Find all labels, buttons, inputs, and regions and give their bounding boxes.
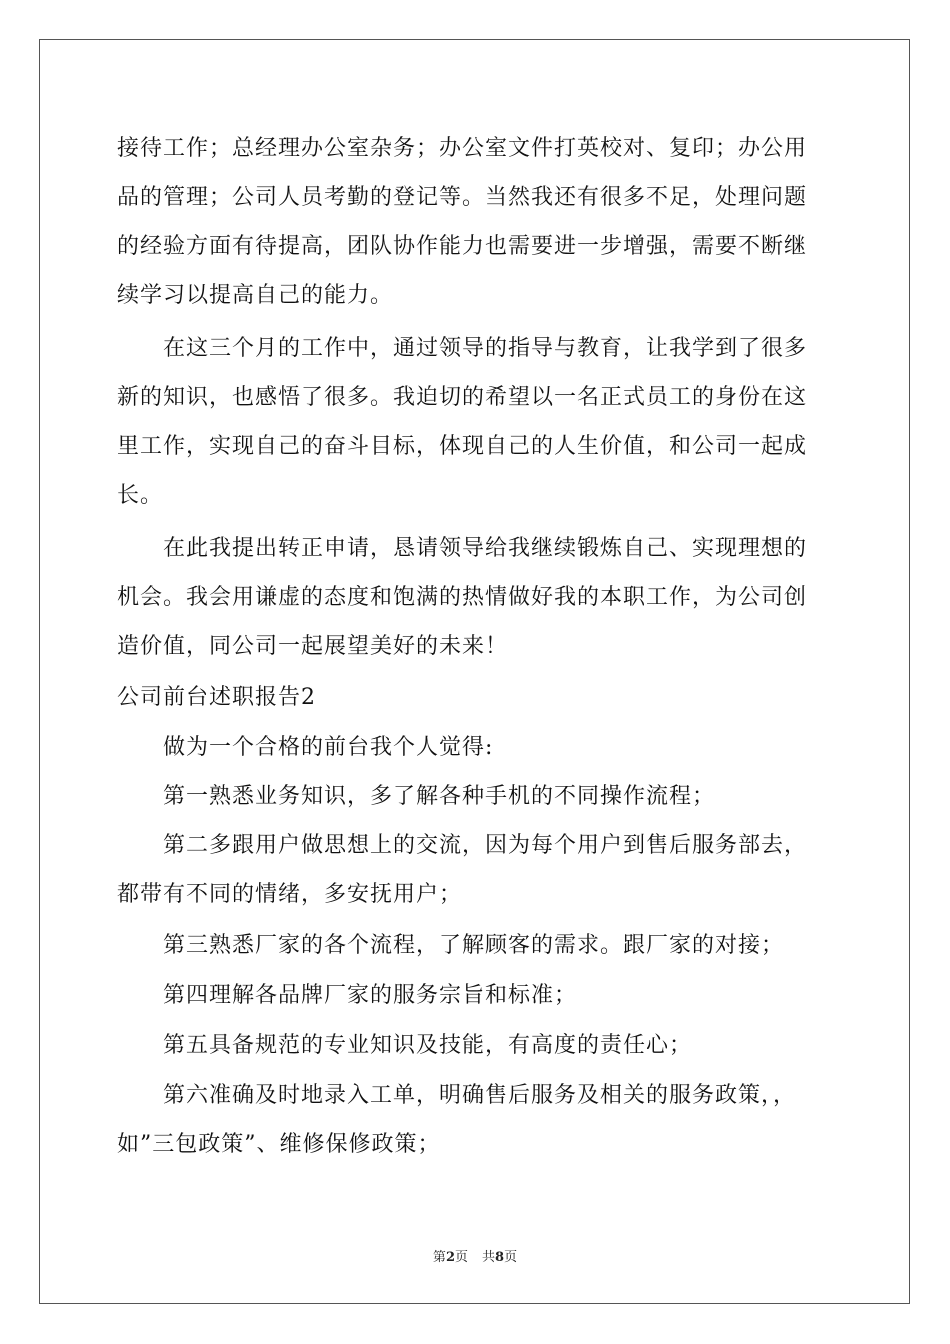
list-item-6-line-1: 第六准确及时地录入工单，明确售后服务及相关的服务政策，， (163, 1083, 797, 1108)
total-suffix: 页 (504, 1250, 518, 1265)
list-intro: 做为一个合格的前台我个人觉得: (163, 735, 494, 760)
page-suffix: 页 (454, 1250, 468, 1265)
paragraph-1-line-4: 续学习以提高自己的能力。 (117, 283, 394, 308)
paragraph-2-line-3: 里工作，实现自己的奋斗目标，体现自己的人生价值，和公司一起成 (117, 434, 808, 459)
page-border (39, 39, 910, 1304)
page-current: 2 (445, 1250, 455, 1265)
paragraph-2-line-4: 长。 (117, 483, 164, 508)
page-footer (0, 1250, 950, 1266)
list-item-4: 第四理解各品牌厂家的服务宗旨和标准； (163, 983, 578, 1008)
paragraph-1-line-1: 接待工作；总经理办公室杂务；办公室文件打英校对、复印；办公用 (117, 136, 808, 161)
list-item-2-line-1: 第二多跟用户做思想上的交流，因为每个用户到售后服务部去， (163, 833, 808, 858)
total-prefix: 共 (482, 1250, 496, 1265)
paragraph-2-line-1: 在这三个月的工作中，通过领导的指导与教育，让我学到了很多 (163, 336, 808, 361)
list-item-5: 第五具备规范的专业知识及技能，有高度的责任心； (163, 1033, 693, 1058)
paragraph-2-line-2: 新的知识，也感悟了很多。我迫切的希望以一名正式员工的身份在这 (117, 385, 808, 410)
list-item-3: 第三熟悉厂家的各个流程，了解顾客的需求。跟厂家的对接； (163, 933, 785, 958)
paragraph-1-line-2: 品的管理；公司人员考勤的登记等。当然我还有很多不足，处理问题 (117, 185, 808, 210)
list-item-6-line-2: 如”三包政策”、维修保修政策； (117, 1132, 441, 1157)
paragraph-3-line-2: 机会。我会用谦虚的态度和饱满的热情做好我的本职工作，为公司创 (117, 585, 808, 610)
section-heading: 公司前台述职报告2 (117, 685, 316, 710)
paragraph-1-line-3: 的经验方面有待提高，团队协作能力也需要进一步增强，需要不断继 (117, 234, 808, 259)
list-item-1: 第一熟悉业务知识，多了解各种手机的不同操作流程； (163, 784, 716, 809)
paragraph-3-line-3: 造价值，同公司一起展望美好的未来！ (117, 634, 509, 659)
list-item-2-line-2: 都带有不同的情绪，多安抚用户； (117, 882, 463, 907)
paragraph-3-line-1: 在此我提出转正申请，恳请领导给我继续锻炼自己、实现理想的 (163, 536, 808, 561)
page-total: 8 (495, 1250, 505, 1265)
page-prefix: 第 (432, 1250, 446, 1265)
